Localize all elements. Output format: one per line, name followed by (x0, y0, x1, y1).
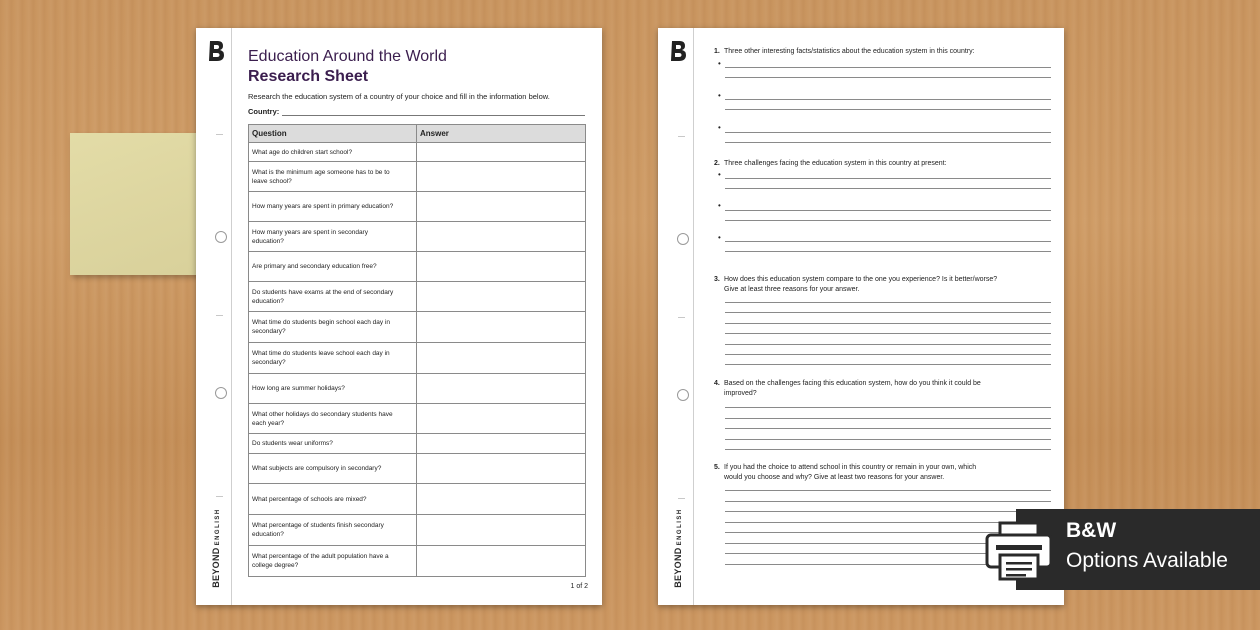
answer-cell[interactable] (417, 454, 586, 484)
question-text: What age do children start school? (252, 148, 353, 156)
question-header: Question (249, 125, 417, 143)
question-cell (249, 484, 417, 515)
table-row (249, 192, 586, 222)
question-5 (714, 463, 1054, 483)
answer-line[interactable] (725, 344, 1051, 345)
table-row (249, 515, 586, 546)
printer-icon (984, 515, 1054, 585)
brand-sub: ENGLISH (215, 508, 221, 546)
answer-line[interactable] (725, 302, 1051, 303)
punch-hole (215, 387, 227, 399)
question-text: How does this education system compare to the one you experience? Is it better/worse? (724, 276, 998, 283)
question-text: Based on the challenges facing this education system, how do you think it could be (724, 380, 981, 387)
question-cell (249, 454, 417, 484)
question-text: secondary? (252, 328, 286, 335)
bullet-point: • (718, 233, 721, 242)
answer-line[interactable] (725, 251, 1051, 252)
margin-tick (678, 317, 685, 318)
question-text: Are primary and secondary education free? (252, 263, 377, 270)
bw-options-banner (1016, 509, 1260, 590)
punch-hole (677, 233, 689, 245)
question-2 (714, 159, 1054, 169)
question-text: education? (252, 531, 284, 538)
country-label: Country: (248, 107, 280, 116)
answer-line[interactable] (725, 132, 1051, 133)
question-text: college degree? (252, 562, 299, 569)
question-cell (249, 343, 417, 374)
answer-line[interactable] (725, 333, 1051, 334)
question-1 (714, 47, 1054, 57)
answer-cell[interactable] (417, 143, 586, 162)
question-text: Three other interesting facts/statistics about the education system in this country: (724, 48, 975, 55)
question-text: would you choose and why? Give at least two reasons for your answer. (724, 474, 945, 481)
question-text: What percentage of schools are mixed? (252, 495, 367, 503)
question-text: What other holidays do secondary students have (252, 410, 393, 418)
question-text: What percentage of the adult population have a (252, 553, 389, 560)
page-number: 1 of 2 (570, 583, 588, 590)
answer-cell[interactable] (417, 312, 586, 343)
answer-line[interactable] (725, 501, 1051, 502)
question-text: secondary? (252, 359, 286, 366)
banner-subtitle: Options Available (1066, 549, 1228, 572)
table-row (249, 282, 586, 312)
question-cell (249, 252, 417, 282)
table-row (249, 343, 586, 374)
margin-tick (678, 136, 685, 137)
question-number: 4. (714, 380, 720, 387)
question-text: leave school? (252, 177, 292, 185)
answer-cell[interactable] (417, 404, 586, 434)
answer-line[interactable] (725, 312, 1051, 313)
answer-line[interactable] (725, 220, 1051, 221)
table-row (249, 162, 586, 192)
question-text: What percentage of students finish secondary (252, 522, 384, 529)
instructions: Research the education system of a country of your choice and fill in the information below. (248, 92, 550, 101)
question-text: What time do students begin school each day in (252, 319, 391, 326)
answer-line[interactable] (725, 99, 1051, 100)
bullet-point: • (718, 201, 721, 210)
question-text: If you had the choice to attend school in this country or remain in your own, which (724, 464, 977, 471)
answer-cell[interactable] (417, 162, 586, 192)
question-cell (249, 434, 417, 454)
question-number: 3. (714, 276, 720, 283)
question-cell (249, 374, 417, 404)
research-table (248, 124, 586, 577)
answer-line[interactable] (725, 188, 1051, 189)
question-text: How long are summer holidays? (252, 385, 345, 392)
margin-line (231, 28, 232, 605)
answer-header: Answer (417, 125, 586, 143)
punch-hole (677, 389, 689, 401)
punch-hole (215, 231, 227, 243)
page-title: Education Around the World (248, 48, 447, 65)
answer-line[interactable] (725, 77, 1051, 78)
question-text: education? (252, 297, 284, 305)
answer-cell[interactable] (417, 434, 586, 454)
answer-line[interactable] (725, 241, 1051, 242)
brand-name: BEYOND (211, 547, 221, 588)
question-text: Do students have exams at the end of secondary (252, 288, 394, 296)
table-row (249, 252, 586, 282)
answer-cell[interactable] (417, 192, 586, 222)
answer-line[interactable] (725, 490, 1051, 491)
answer-cell[interactable] (417, 546, 586, 577)
page-subtitle: Research Sheet (248, 68, 369, 85)
brand-vertical (202, 498, 230, 598)
bullet-point: • (718, 170, 721, 179)
question-text: Do students wear uniforms? (252, 440, 333, 447)
table-row (249, 546, 586, 577)
table-row (249, 434, 586, 454)
margin-line (693, 28, 694, 605)
table-row (249, 404, 586, 434)
table-row (249, 374, 586, 404)
answer-cell[interactable] (417, 252, 586, 282)
question-text: What time do students leave school each day in (252, 350, 390, 357)
margin-tick (216, 134, 223, 135)
answer-line[interactable] (725, 364, 1051, 365)
beyond-logo-icon (669, 40, 687, 62)
margin-tick (216, 496, 223, 497)
answer-line[interactable] (725, 210, 1051, 211)
question-text: How many years are spent in secondary (252, 228, 368, 236)
question-number: 5. (714, 464, 720, 471)
country-field[interactable] (282, 115, 585, 116)
answer-cell[interactable] (417, 343, 586, 374)
beyond-logo-icon (207, 40, 225, 62)
answer-line[interactable] (725, 67, 1051, 68)
answer-line[interactable] (725, 511, 1051, 512)
question-cell (249, 143, 417, 162)
answer-line[interactable] (725, 439, 1051, 440)
answer-line[interactable] (725, 407, 1051, 408)
table-row (249, 454, 586, 484)
answer-line[interactable] (725, 323, 1051, 324)
table-row (249, 484, 586, 515)
banner-title: B&W (1066, 519, 1117, 542)
answer-line[interactable] (725, 354, 1051, 355)
answer-line[interactable] (725, 109, 1051, 110)
question-text: Give at least three reasons for your answer. (724, 286, 860, 293)
answer-cell[interactable] (417, 484, 586, 515)
answer-cell[interactable] (417, 374, 586, 404)
sticky-note (70, 133, 212, 275)
bullet-point: • (718, 59, 721, 68)
question-4 (714, 379, 1054, 399)
table-row (249, 312, 586, 343)
question-cell (249, 404, 417, 434)
answer-line[interactable] (725, 178, 1051, 179)
question-3 (714, 275, 1054, 295)
question-text: What is the minimum age someone has to be to (252, 168, 390, 176)
question-cell (249, 515, 417, 546)
answer-cell[interactable] (417, 515, 586, 546)
question-text: each year? (252, 419, 285, 427)
question-text: What subjects are compulsory in secondary? (252, 465, 382, 472)
brand-vertical (664, 498, 692, 598)
question-text: Three challenges facing the education system in this country at present: (724, 160, 947, 167)
answer-line[interactable] (725, 449, 1051, 450)
worksheet-page-1 (196, 28, 602, 605)
question-cell (249, 546, 417, 577)
table-row (249, 143, 586, 162)
question-text: How many years are spent in primary education? (252, 203, 394, 210)
question-number: 1. (714, 48, 720, 55)
answer-line[interactable] (725, 428, 1051, 429)
table-row (249, 222, 586, 252)
bullet-point: • (718, 91, 721, 100)
margin-tick (216, 315, 223, 316)
bullet-point: • (718, 123, 721, 132)
answer-line[interactable] (725, 142, 1051, 143)
question-cell (249, 312, 417, 343)
answer-cell[interactable] (417, 282, 586, 312)
question-number: 2. (714, 160, 720, 167)
answer-cell[interactable] (417, 222, 586, 252)
question-cell (249, 162, 417, 192)
question-cell (249, 282, 417, 312)
question-cell (249, 222, 417, 252)
question-cell (249, 192, 417, 222)
brand-name: BEYOND (673, 547, 683, 588)
answer-line[interactable] (725, 418, 1051, 419)
brand-sub: ENGLISH (677, 508, 683, 546)
question-text: improved? (724, 390, 757, 397)
question-text: education? (252, 237, 284, 245)
